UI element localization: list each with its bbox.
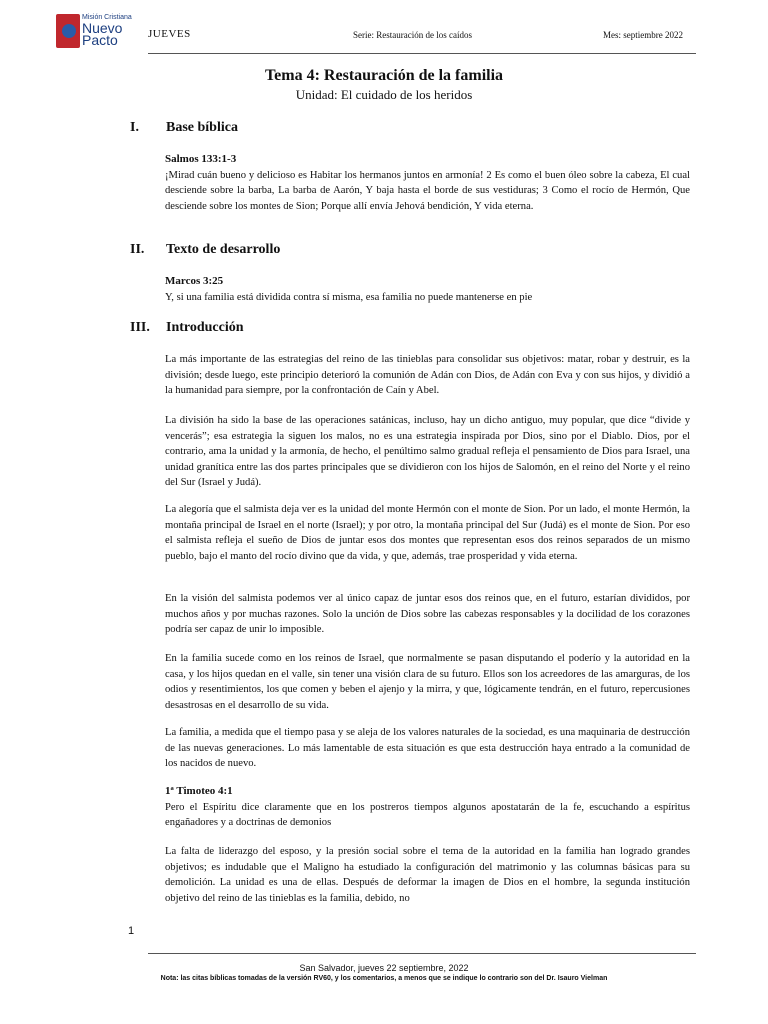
intro-paragraph-7: La falta de liderazgo del esposo, y la presión social sobre el tema de la autoridad en la familia han logrado grandes objetivos; es indudable que el Maligno ha estudiado la configuración del matrimonio y las columnas básicas para su demolición. La unidad es una de ellas. Después de deformar la imagen de Dios en el hombre, la segunda institución objetivo del reino de las tinieblas es la familia, debido, no [165, 846, 690, 904]
intro-paragraph-3: La alegoría que el salmista deja ver es la unidad del monte Hermón con el monte de Sion. Por un lado, el monte Hermón, la montaña principal de Israel en el norte (Israel); y por otro, la montaña principal del Sur (Judá) es el monte de Sion. Por eso el salmista refleja el sueño de Dios de juntar esos dos montes que representan esos dos reinos separados de un mismo pueblo, bajo el manto del rocío divino que da vida, y que, además, trae prosperidad y vida eterna. [165, 504, 690, 562]
header-day: JUEVES [148, 28, 191, 40]
page-subtitle: Unidad: El cuidado de los heridos [295, 87, 473, 102]
desarrollo-block [165, 274, 690, 305]
intro-paragraph-2: La división ha sido la base de las operaciones satánicas, incluso, hay un dicho antiguo, muy popular, que dice “divide y vencerás”; esa estrategia la siguen los malos, no es una estrategia inspirada por Dios, sino por el Diablo. Dios, por el contrario, ama la unidad y la armonía, de hecho, el penúltimo salmo gradual refleja el pensamiento de Dios para Israel, una unidad granítica entre las dos partes principales que se dividieron con los hijos de Salomón, en el reino del Norte y el reino del Sur (Israel y Judá). [165, 415, 690, 488]
section-label: Texto de desarrollo [166, 242, 281, 257]
header-rule [148, 53, 696, 54]
scripture-text: Pero el Espíritu dice claramente que en los postreros tiempos algunos apostatarán de la fe, escuchando a espíritus engañadores y a doctrinas de demonios [165, 801, 690, 828]
intro-paragraph-6: La familia, a medida que el tiempo pasa y se aleja de los valores naturales de la sociedad, es una maquinaria de destrucción de las nuevas generaciones. Lo más lamentable de esta situación es que esta destrucción haya entrado a la comunidad de los nacidos de nuevo. [165, 727, 690, 769]
page-title: Tema 4: Restauración de la familia [264, 67, 504, 84]
logo-name [82, 22, 122, 46]
section-label: Introducción [166, 320, 244, 335]
footer-rule [148, 953, 696, 954]
scripture-text: ¡Mirad cuán bueno y delicioso es Habitar los hermanos juntos en armonía! 2 Es como el buen óleo sobre la cabeza, El cual desciende sobre la barba, La barba de Aarón, Y baja hasta el borde de sus vestiduras; 3 Como el rocío de Hermón, Que desciende sobre los montes de Sion; Porque allí envía Jehová bendición, Y vida eterna. [165, 169, 690, 212]
logo-emblem-icon [56, 14, 80, 48]
logo-line-2: Pacto [82, 32, 118, 48]
header-month: Mes: septiembre 2022 [603, 30, 683, 40]
timoteo-block [165, 784, 690, 831]
logo-line-1: Nuevo [82, 20, 123, 36]
footer-location-date: San Salvador, jueves 22 septiembre, 2022 [299, 963, 469, 973]
scripture-reference: Salmos 133:1-3 [165, 153, 237, 165]
scripture-reference: 1ª Timoteo 4:1 [165, 785, 233, 797]
header-serie: Serie: Restauración de los caídos [353, 30, 472, 40]
section-number: I. [130, 120, 139, 135]
intro-paragraph-4: En la visión del salmista podemos ver al único capaz de juntar esos dos reinos que, en el futuro, estarían divididos, por muchos años y por muchas razones. Solo la unción de Dios sobre las cabezas responsables y la docilidad de los corazones podría ser capaz de unir lo imposible. [165, 593, 690, 635]
section-number: II. [130, 242, 145, 257]
scripture-text: Y, si una familia está dividida contra sí misma, esa familia no puede mantenerse en pie [165, 291, 533, 303]
logo-small-text: Misión Cristiana [82, 14, 132, 21]
footer-note: Nota: las citas bíblicas tomadas de la versión RV60, y los comentarios, a menos que se indique lo contrario son del Dr. Isauro Vielman [160, 975, 608, 982]
section-number: III. [130, 320, 150, 335]
page-number: 1 [128, 925, 135, 937]
scripture-reference: Marcos 3:25 [165, 275, 224, 287]
intro-paragraph-1: La más importante de las estrategias del reino de las tinieblas para consolidar sus objetivos: matar, robar y destruir, es la división; desde luego, este principio deterioró la comunión de Adán con Dios, de Adán con Eva y con sus hijos, y dividió a la humanidad para siempre, por la confrontación de Caín y Abel. [165, 354, 690, 396]
page-header [0, 0, 768, 56]
base-biblica-block [165, 152, 690, 214]
intro-paragraph-5: En la familia sucede como en los reinos de Israel, que normalmente se pasan disputando el poderío y la autoridad en la casa, y los hijos quedan en el valle, sin tener una visión clara de su futuro. Ellos son los acreedores de las amarguras, de los odios y resentimientos, los que comen y beben el ajenjo y la mirra, y que, lógicamente tendrán, en el futuro, repercusiones desastrosas en el desarrollo de su vida. [165, 653, 690, 711]
mision-logo [56, 12, 132, 50]
section-label: Base bíblica [166, 120, 238, 135]
